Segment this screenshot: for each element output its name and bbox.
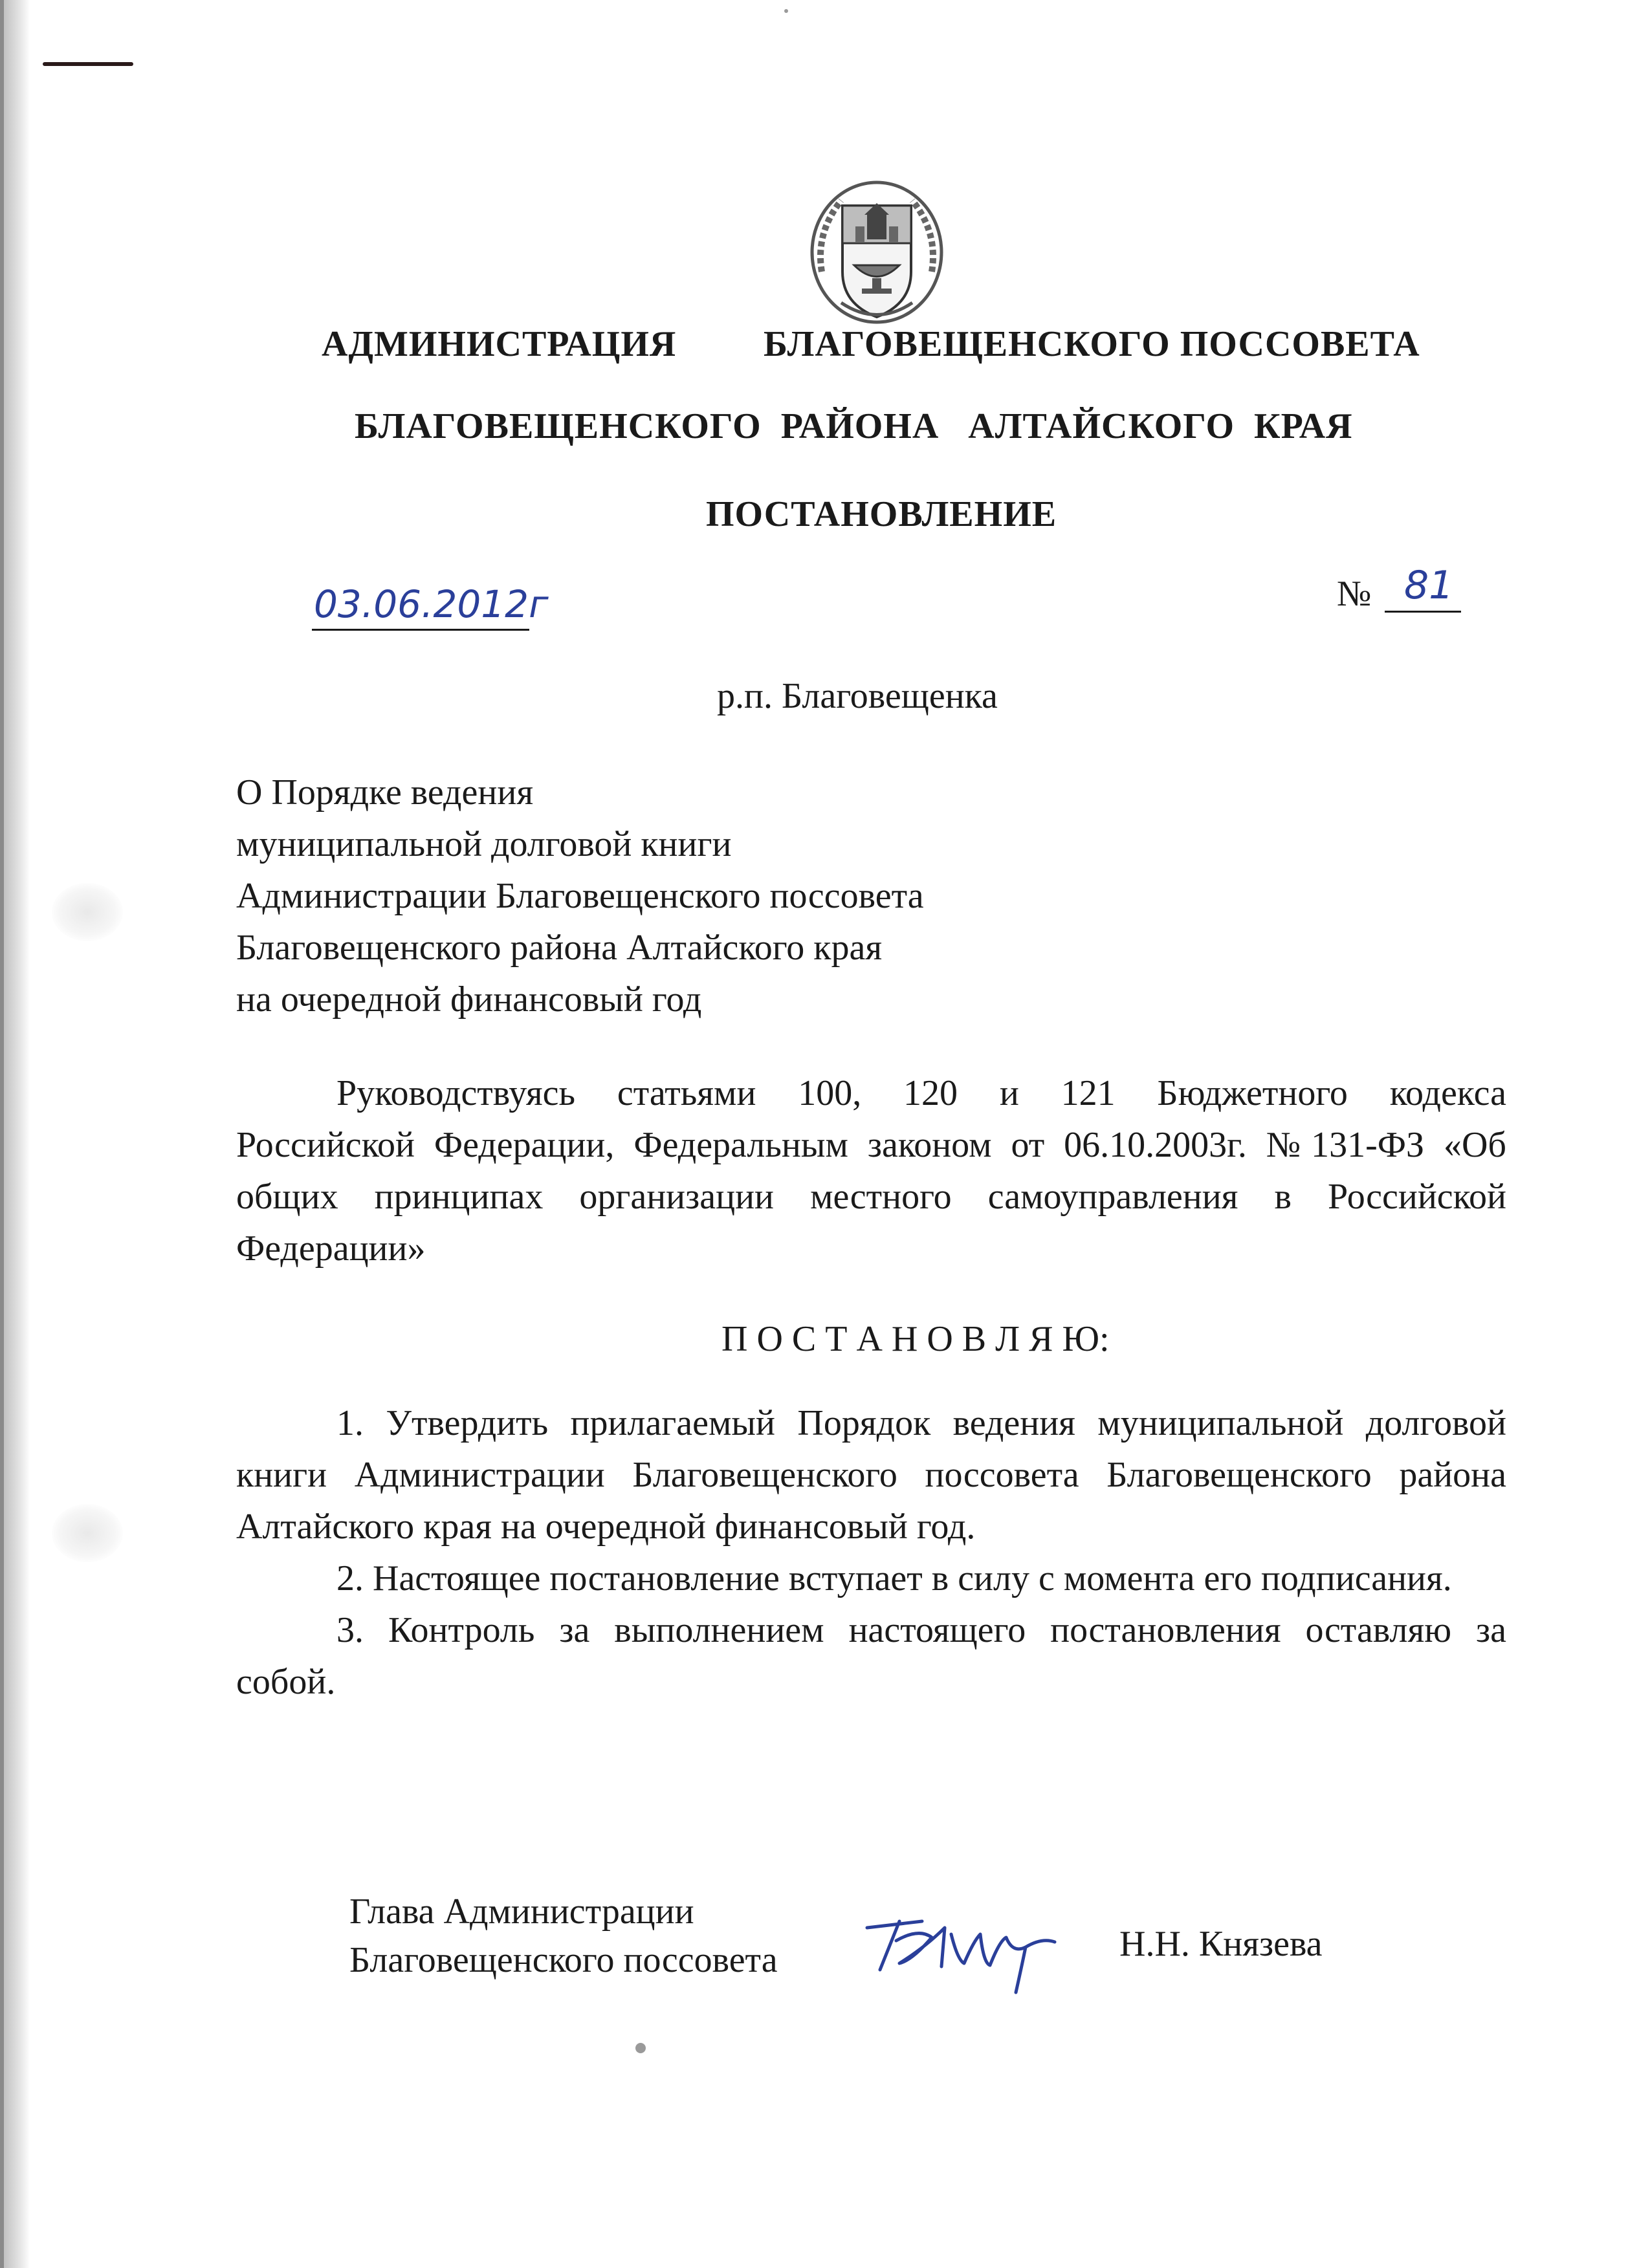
preamble-line: общих принципах организации местного самоуправления в Российской	[236, 1177, 1506, 1217]
coat-of-arms-icon	[802, 175, 951, 330]
item-line: книги Администрации Благовещенского поссовета Благовещенского района	[236, 1455, 1506, 1495]
signatory-name: Н.Н. Князева	[1119, 1924, 1323, 1964]
signatory-title-line-2: Благовещенского поссовета	[349, 1940, 778, 1980]
number-label: №	[1337, 574, 1372, 614]
preamble-paragraph	[236, 1067, 1506, 1274]
punch-hole-mark	[52, 1504, 123, 1562]
resolution-items	[236, 1397, 1506, 1708]
subject-line: Благовещенского района Алтайского края	[236, 928, 883, 968]
date-underline	[312, 629, 529, 631]
preamble-line: Российской Федерации, Федеральным законом от 06.10.2003г. №131-ФЗ «Об	[236, 1125, 1506, 1165]
item-line: собой.	[236, 1662, 336, 1702]
document-type-title: ПОСТАНОВЛЕНИЕ	[706, 494, 1057, 534]
handwritten-signature-icon	[861, 1902, 1081, 1999]
org-region-line: БЛАГОВЕЩЕНСКОГО РАЙОНА АЛТАЙСКОГО КРАЯ	[355, 406, 1353, 446]
scan-left-edge-shadow	[0, 0, 4, 2268]
punch-hole-mark	[52, 883, 123, 941]
org-name-part-1: АДМИНИСТРАЦИЯ	[322, 324, 677, 364]
scan-speck	[784, 9, 788, 13]
handwritten-date: 03.06.2012г	[314, 582, 549, 626]
item-line: 2. Настоящее постановление вступает в силу с момента его подписания.	[336, 1558, 1452, 1598]
number-underline	[1385, 611, 1461, 613]
item-line: 3. Контроль за выполнением настоящего постановления оставляю за	[336, 1610, 1506, 1650]
signatory-title-line-1: Глава Администрации	[349, 1892, 694, 1932]
item-line: Алтайского края на очередной финансовый год.	[236, 1507, 976, 1547]
resolve-heading: П О С Т А Н О В Л Я Ю:	[721, 1319, 1110, 1359]
preamble-line: Руководствуясь статьями 100, 120 и 121 Бюджетного кодекса	[336, 1073, 1506, 1113]
subject-line: на очередной финансовый год	[236, 979, 702, 1020]
margin-ink-mark	[43, 62, 133, 66]
handwritten-number: 81	[1404, 563, 1454, 608]
scan-left-edge	[0, 0, 30, 2268]
subject-line: Администрации Благовещенского поссовета	[236, 876, 924, 916]
subject-block	[236, 767, 924, 1025]
item-line: 1. Утвердить прилагаемый Порядок ведения муниципальной долговой	[336, 1403, 1506, 1443]
subject-line: О Порядке ведения	[236, 772, 534, 812]
scan-speck	[635, 2043, 646, 2053]
subject-line: муниципальной долговой книги	[236, 824, 732, 864]
place-name: р.п. Благовещенка	[717, 676, 998, 716]
preamble-line: Федерации»	[236, 1228, 426, 1269]
org-name-part-2: БЛАГОВЕЩЕНСКОГО ПОССОВЕТА	[764, 324, 1420, 364]
